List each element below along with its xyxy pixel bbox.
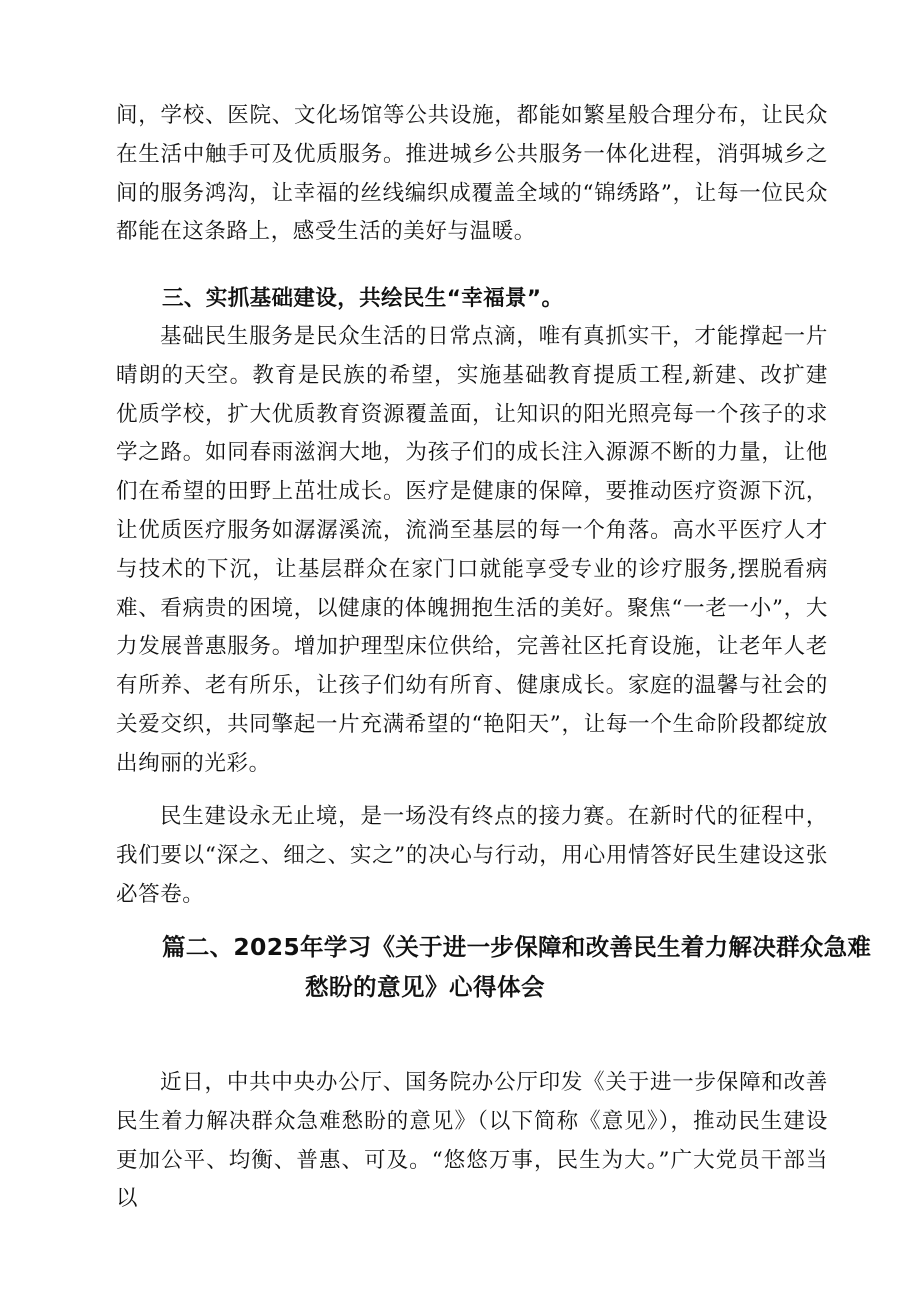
paragraph-public-facilities: 间，学校、医院、文化场馆等公共设施，都能如繁星般合理分布，让民众在生活中触手可及优质服务。推进城乡公共服务一体化进程，消弭城乡之间的服务鸿沟，让幸福的丝线编织成覆盖全域的“锦绣路”，让每一位民众都能在这条路上，感受生活的美好与温暖。 [116,103,828,245]
article-title-line-1: 篇二、2025年学习《关于进一步保障和改善民生着力解决群众急难 [162,933,872,961]
paragraph-basic-services: 基础民生服务是民众生活的日常点滴，唯有真抓实干，才能撑起一片晴朗的天空。教育是民族的希望，实施基础教育提质工程,新建、改扩建优质学校，扩大优质教育资源覆盖面，让知识的阳光照亮每一个孩子的求学之路。如同春雨滋润大地，为孩子们的成长注入源源不断的力量，让他们在希望的田野上茁壮成长。医疗是健康的保障，要推动医疗资源下沉，让优质医疗服务如潺潺溪流，流淌至基层的每一个角落。高水平医疗人才与技术的下沉，让基层群众在家门口就能享受专业的诊疗服务,摆脱看病难、看病贵的困境，以健康的体魄拥抱生活的美好。聚焦“一老一小”，大力发展普惠服务。增加护理型床位供给，完善社区托育设施，让老年人老有所养、老有所乐，让孩子们幼有所育、健康成长。家庭的温馨与社会的关爱交织，共同擎起一片充满希望的“艳阳天”，让每一个生命阶段都绽放出绚丽的光彩。 [116,324,828,776]
paragraph-intro: 近日，中共中央办公厅、国务院办公厅印发《关于进一步保障和改善民生着力解决群众急难愁盼的意见》（以下简称《意见》），推动民生建设更加公平、均衡、普惠、可及。“悠悠万事，民生为大。”广大党员干部当以 [116,1070,828,1212]
section-heading-three: 三、实抓基础建设，共绘民生“幸福景”。 [162,286,564,311]
article-title-line-2: 愁盼的意见》心得体会 [305,973,545,1001]
paragraph-conclusion: 民生建设永无止境，是一场没有终点的接力赛。在新时代的征程中，我们要以“深之、细之、实之”的决心与行动，用心用情答好民生建设这张必答卷。 [116,804,828,907]
